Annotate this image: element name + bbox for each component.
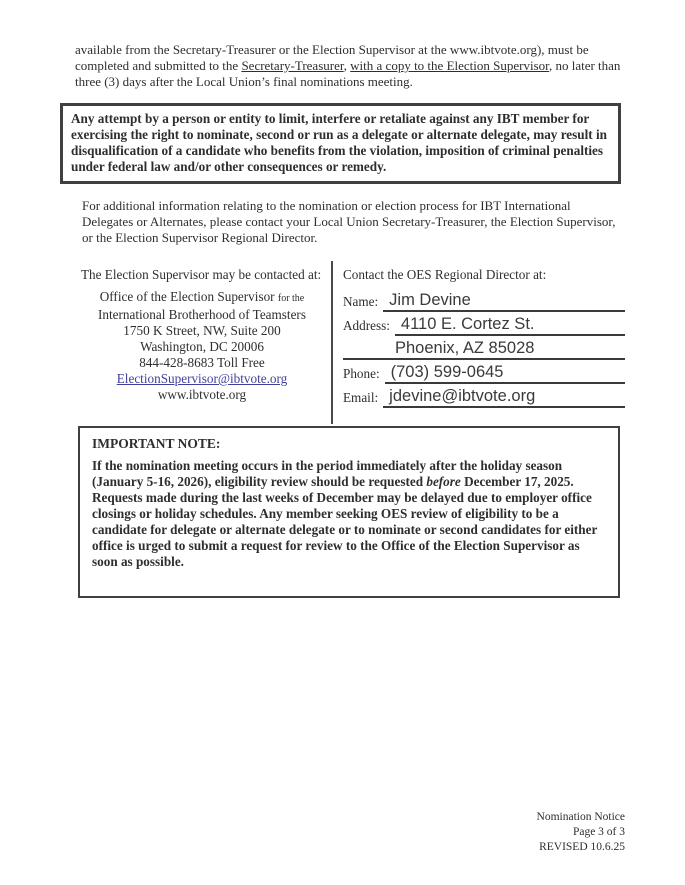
important-note-heading: IMPORTANT NOTE:: [92, 436, 221, 451]
important-note-body: [92, 458, 606, 570]
footer-revision: REVISED 10.6.25: [539, 841, 625, 853]
toll-free-phone: 844-428-8683 Toll Free: [139, 355, 265, 370]
name-label: Name:: [343, 294, 379, 309]
note-text-2: December 17, 2025. Requests made during the last weeks of December may be delayed due to employer office closings or holiday schedules. Any member seeking OES review of eligibility to be a candidate for delegate or alternate delegate or to nominate or second candidates for either office is urged to submit a request for review to the Office of the Election Supervisor as soon as possible.: [92, 474, 598, 569]
regional-director-form: [333, 261, 625, 424]
website-url: www.ibtvote.org: [157, 387, 247, 402]
intro-paragraph: [75, 42, 630, 90]
form-row-phone: [343, 360, 625, 384]
form-row-address: [343, 312, 625, 336]
name-field[interactable]: Jim Devine: [383, 290, 625, 312]
email-field[interactable]: jdevine@ibtvote.org: [383, 386, 625, 408]
email-label: Email:: [343, 390, 379, 405]
street-address: 1750 K Street, NW, Suite 200: [123, 323, 281, 338]
retaliation-warning-box: [60, 103, 621, 184]
regional-director-heading: Contact the OES Regional Director at:: [343, 267, 547, 282]
contact-section: [75, 261, 625, 424]
organization-name: International Brotherhood of Teamsters: [98, 307, 306, 322]
city-state-zip: Washington, DC 20006: [140, 339, 264, 354]
election-supervisor-address: [81, 289, 323, 403]
page-footer: [537, 810, 625, 855]
phone-field[interactable]: (703) 599-0645: [385, 362, 625, 384]
email-link-line: [81, 371, 323, 387]
intro-text-1: available from the Secretary-Treasurer or the Election Supervisor at the www.ibtvote.org), must be completed and submitted to the: [75, 42, 589, 73]
footer-page-number: Page 3 of 3: [572, 826, 625, 838]
intro-underlined-copy-to-election-supervisor: with a copy to the Election Supervisor: [350, 58, 549, 73]
retaliation-warning-text: Any attempt by a person or entity to limit, interfere or retaliate against any IBT member for exercising the right to nominate, second or run as a delegate or alternate delegate, may result in disqualification of a candidate who benefits from the violation, imposition of criminal penalties under federal law and/or other consequences or remedy.: [71, 111, 607, 174]
office-line: [81, 289, 323, 307]
election-supervisor-contact-intro: The Election Supervisor may be contacted at:: [81, 267, 322, 282]
note-italic-before: before: [426, 474, 461, 489]
election-supervisor-contact-block: [75, 261, 331, 424]
address-label: Address:: [343, 318, 390, 333]
intro-text-2: ,: [343, 58, 351, 73]
office-name: Office of the Election Supervisor: [99, 289, 275, 304]
intro-text-3: , no later than three (3) days after the Local Union’s final nominations meeting.: [75, 58, 621, 89]
phone-label: Phone:: [343, 366, 380, 381]
intro-underlined-secretary-treasurer: Secretary-Treasurer: [241, 58, 344, 73]
election-supervisor-email-link[interactable]: ElectionSupervisor@ibtvote.org: [116, 371, 288, 386]
important-note-box: [78, 426, 620, 598]
form-row-name: [343, 288, 625, 312]
office-name-suffix: for the: [277, 293, 305, 304]
address-field-line1[interactable]: 4110 E. Cortez St.: [395, 314, 625, 336]
additional-info-paragraph: For additional information relating to the nomination or election process for IBT International Delegates or Alternates, please contact your Local Union Secretary-Treasurer, the Election Supervisor, or the Election Supervisor Regional Director.: [82, 198, 616, 245]
form-row-email: [343, 384, 625, 408]
form-row-address-continued: [343, 336, 625, 360]
address-field-line2[interactable]: Phoenix, AZ 85028: [343, 338, 625, 360]
note-text-1: If the nomination meeting occurs in the period immediately after the holiday season (January 5-16, 2026), eligibility review should be requested: [92, 458, 563, 489]
footer-document-title: Nomination Notice: [536, 811, 625, 823]
